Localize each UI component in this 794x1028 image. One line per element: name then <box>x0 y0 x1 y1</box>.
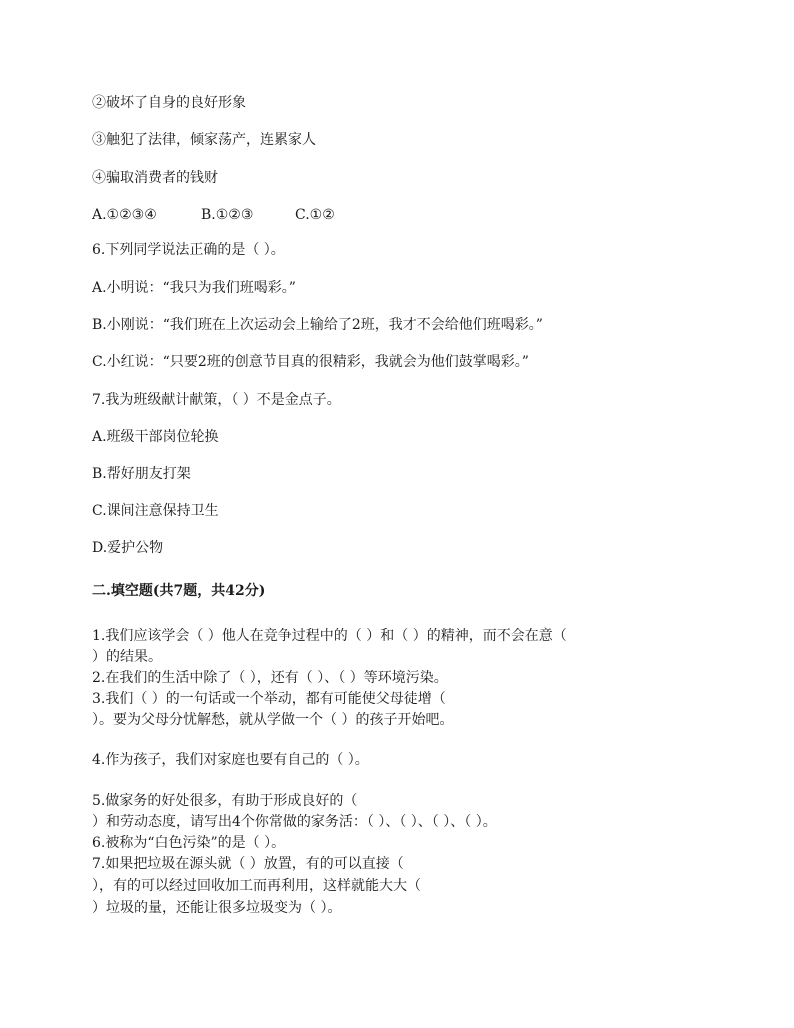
question-7-option-c: C.课间注意保持卫生 <box>92 503 219 519</box>
question-5-choices <box>92 206 335 224</box>
fill-3-line-2: ）。要为父母分忧解愁，就从学做一个（ ）的孩子开始吧。 <box>92 712 454 728</box>
fill-4: 4.作为孩子，我们对家庭也要有自己的（ ）。 <box>92 752 369 768</box>
question-5-option-4: ④骗取消费者的钱财 <box>92 170 218 186</box>
choice-a: A.①②③④ <box>92 207 157 223</box>
question-5-option-3: ③触犯了法律，倾家荡产，连累家人 <box>92 132 316 148</box>
fill-6: 6.被称为“白色污染”的是（ ）。 <box>92 835 286 851</box>
fill-7-line-2: ），有的可以经过回收加工而再利用，这样就能大大（ <box>92 878 421 894</box>
question-6-option-c: C.小红说：“只要2班的创意节目真的很精彩，我就会为他们鼓掌喝彩。” <box>92 354 529 370</box>
question-7-option-b: B.帮好朋友打架 <box>92 466 191 482</box>
question-6-stem: 6.下列同学说法正确的是（ ）。 <box>92 242 285 258</box>
fill-7-line-1: 7.如果把垃圾在源头就（ ）放置，有的可以直接（ <box>92 856 404 872</box>
question-7-option-a: A.班级干部岗位轮换 <box>92 429 219 445</box>
fill-2: 2.在我们的生活中除了（ ），还有（ ）、（ ）等环境污染。 <box>92 670 448 686</box>
choice-b: B.①②③ <box>201 207 254 223</box>
fill-3-line-1: 3.我们（ ）的一句话或一个举动，都有可能使父母徒增（ <box>92 691 446 707</box>
question-6-option-b: B.小刚说：“我们班在上次运动会上输给了2班，我才不会给他们班喝彩。” <box>92 317 543 333</box>
question-5-option-2: ②破坏了自身的良好形象 <box>92 95 246 111</box>
choice-c: C.①② <box>295 207 335 223</box>
question-6-option-a: A.小明说：“我只为我们班喝彩。” <box>92 280 296 296</box>
fill-1-line-1: 1.我们应该学会（ ）他人在竞争过程中的（ ）和（ ）的精神，而不会在意（ <box>92 628 567 644</box>
question-7-stem: 7.我为班级献计献策，（ ）不是金点子。 <box>92 392 341 408</box>
fill-7-line-3: ）垃圾的量，还能让很多垃圾变为（ ）。 <box>92 900 342 916</box>
fill-1-line-2: ）的结果。 <box>92 649 162 665</box>
section-heading: 二.填空题(共7题，共42分) <box>92 583 266 599</box>
fill-5-line-1: 5.做家务的好处很多，有助于形成良好的（ <box>92 793 358 809</box>
fill-5-line-2: ）和劳动态度，请写出4个你常做的家务活：（ ）、（ ）、（ ）、（ ）。 <box>92 814 497 830</box>
question-7-option-d: D.爱护公物 <box>92 540 164 556</box>
